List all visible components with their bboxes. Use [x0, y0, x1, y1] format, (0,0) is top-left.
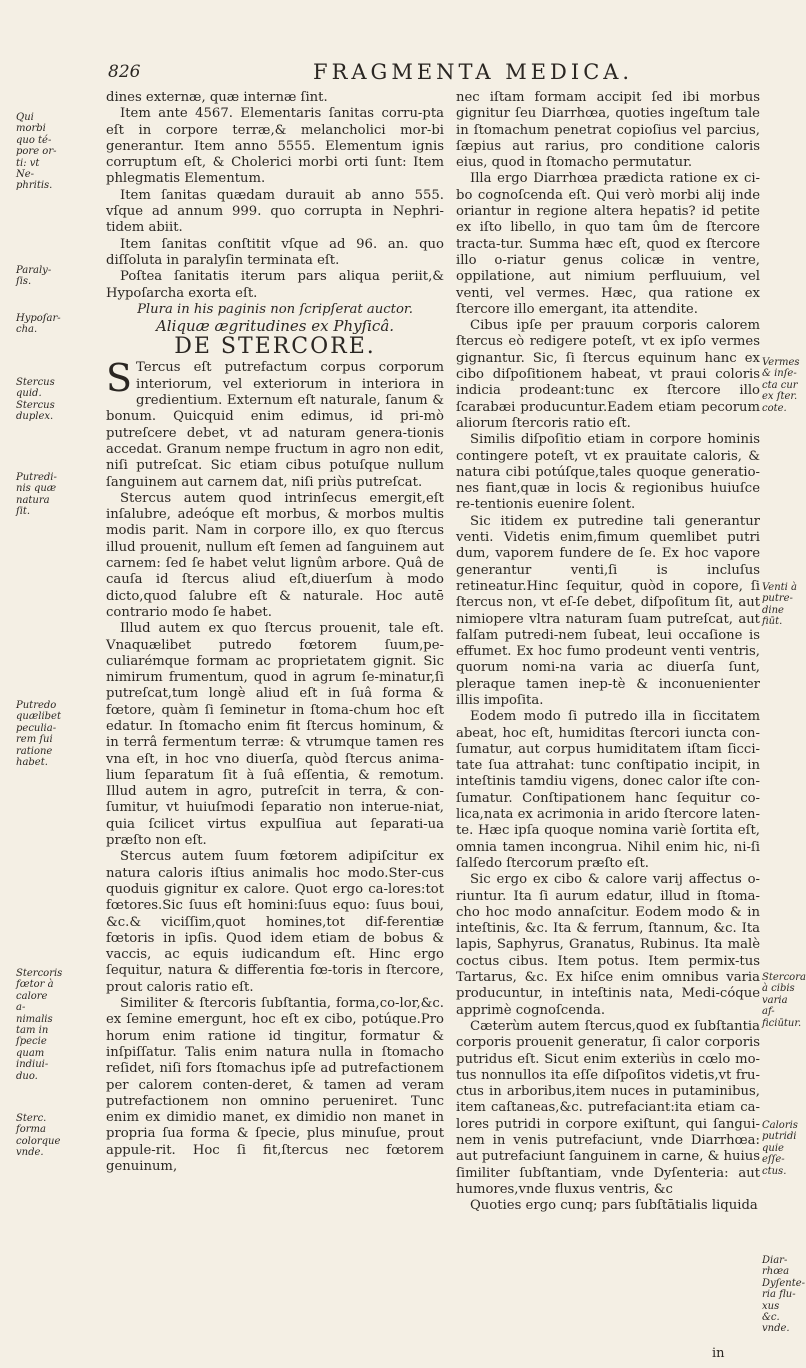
paragraph-text: Stercus autem quod intrinſecus emergit,eſt inſalubre, adeóque eſt morbus, & morbos multis modis parit. Nam in corpore illo, ex quo ſtercus illud prouenit, nullum eſt ſemen ad ſanguinem aut carnem: ſed ſe habet velut lignûm arbore. Quâ de cauſa id ſtercus aliud eſt,diuerſum à modo dicto,quod ſalubre eſt & naturale. Hoc autē contrario modo ſe habet.: [106, 490, 444, 620]
right-paragraph: [456, 171, 760, 318]
left-paragraph: [106, 188, 444, 237]
margin-note: Stercoris fœtor à calore a-nimalis tam in ſpecie quam indiui-duo.: [16, 968, 63, 1082]
margin-note: Diar-rhœa Dyſente-ria flu-xus &c. vnde.: [762, 1255, 806, 1335]
paragraph-text: Cæterùm autem ſtercus,quod ex ſubſtantia corporis prouenit generatur, ſi calor corporis putridus eſt. Sicut enim exteriùs in cœlo mo-tus nonnullos ita eſſe diſpoſitos videtis,vt fru-ctus in arboribus,item nuces in putaminibus, item caſtaneas,&c. putrefaciant:ita etiam ca-lores putridi in corpore exiſtunt, qui ſangui-nem in venis putrefaciunt, vnde Diarrhœa: aut putrefaciunt ſanguinem in carne, & huius ſimiliter ſubſtantiam, vnde Dyſenteria: aut humores,vnde fluxus ventris, &c: [456, 1018, 760, 1197]
paragraph-text: Quoties ergo cunq; pars ſubſtātialis liquida: [470, 1198, 758, 1214]
margin-note: Sterc. forma colorque vnde.: [16, 1113, 61, 1159]
paragraph-text: Eodem modo ſi putredo illa in ſiccitatem abeat, hoc eſt, humiditas ſtercori iuncta con-ſumatur, aut corpus humiditatem iſtam ſicci-tate ſua attrahat: tunc conſtipatio incipit, in inteſtinis tamdiu vigens, donec calor iſte con-ſumatur. Conſtipationem hanc ſequitur co-lica,nata ex acrimonia in arido ſtercore laten-te. Hæc ipſa quoque nomina variè ſortita eſt, omnia tamen incongrua. Nihil enim hic, ni-ſi ſalſedo ſtercorum præſto eſt.: [456, 709, 760, 871]
left-paragraph: [106, 106, 444, 187]
drop-cap: S: [106, 356, 133, 401]
margin-note: Vermes & inſe-cta cur ex ſter. cote.: [762, 357, 800, 414]
paragraph-text: DE STERCORE.: [174, 334, 376, 360]
paragraph-text: Stercus autem ſuum fœtorem adipiſcitur ex natura caloris iſtius animalis hoc modo.Ster-cus quoduis gignitur ex calore. Quot ergo ca-lores:tot fœtores.Sic ſuus eſt homini:ſuus equo: ſuus boui, &c.& viciſſim,quot homines,tot dif-ferentiæ fœtoris in ipſis. Quod idem etiam de bobus & vaccis, ac equis iudicandum eſt. Hinc ergo ſequitur, natura & differentia fœ-toris in ſtercore, prout caloris ratio eſt.: [106, 849, 444, 995]
margin-note: Caloris putridi quie eſſe-ctus.: [762, 1120, 798, 1177]
left-paragraph: [106, 491, 444, 621]
left-paragraph: [106, 302, 444, 318]
margin-note: Qui morbi quo té-pore or-ti: vt Ne-phritis.: [16, 112, 57, 192]
left-paragraph: [106, 621, 444, 849]
paragraph-text: Sic itidem ex putredine tali generantur venti. Videtis enim,fimum quemlibet putri dum, vaporem fundere de ſe. Ex hoc vapore generantur venti,ſi is incluſus retineatur.Hinc ſequitur, quòd in copore, ſi ſtercus non, vt eſ-ſe debet, diſpoſitum ſit, aut nimiopere vltra naturam ſuam putreſcat, aut falſam putredi-nem ſubeat, leui occaſione is effumet. Ex hoc fumo prodeunt venti ventris, quorum nomi-na varia ac diuerſa ſunt, pleraque tamen inep-tè & inconuenienter illis impoſita.: [456, 513, 760, 708]
running-header: [108, 60, 768, 90]
paragraph-text: Similis diſpoſitio etiam in corpore hominis contingere poteſt, vt ex prauitate caloris, & natura cibi potúſque,tales quoque generatio-nes fiant,quæ in locis & regionibus huiuſce re-tentionis euenire ſolent.: [456, 432, 760, 513]
right-paragraph: [456, 318, 760, 432]
paragraph-text: Tercus eſt putrefactum corpus corporum interiorum, vel exteriorum in interiora in gredientium. Externum eſt naturale, ſanum & bonum. Quicquid enim edimus, id pri-mò putreſcere debet, vt ad naturam genera-tionis accedat. Granum nempe fructum in agro non edit, niſi putreſcat. Sic etiam cibus potuſque nullum ſanguinem aut carnem dat, niſi priùs putreſcat.: [106, 360, 444, 490]
margin-note: Hypoſar-cha.: [16, 313, 61, 336]
paragraph-text: Illud autem ex quo ſtercus prouenit, tale eſt. Vnaquælibet putredo fœtorem ſuum,pe-culiarémque formam ac proprietatem gignit. Sic nimirum frumentum, quod in agrum ſe-minatur,ſi putreſcat,tum longè aliud eſt in ſuâ forma & fœtore, quàm ſi ſeminetur in ſtoma-chum hoc eſt edatur. In ſtomacho enim fit ſtercus hominum, & in terrâ fermentum terræ: & vtrumque tamen res vna eſt, in hoc vno diuerſa, quòd ſtercus anima-lium ſeparatum ſit à ſuâ eſſentia, & remotum. Illud autem in agro, putreſcit in terra, & con-ſumitur, vt huiuſmodi ſeparatio non interue-niat, quia ſcilicet virtus expulſiua aut ſeparati-ua præſto non eſt.: [106, 621, 444, 849]
right-paragraph: [456, 1198, 760, 1214]
paragraph-text: Aliquæ ægritudines ex Phyſicâ.: [155, 317, 395, 336]
paragraph-text: Item ſanitas conſtitit vſque ad 96. an. quo diſſoluta in paralyſin terminata eſt.: [106, 236, 444, 268]
right-paragraph: [456, 514, 760, 710]
left-paragraph: [106, 318, 444, 334]
paragraph-text: Poſtea ſanitatis iterum pars aliqua periit,& Hypoſarcha exorta eſt.: [106, 269, 444, 301]
right-paragraph: [456, 90, 760, 171]
left-text-column: [106, 90, 444, 1175]
margin-note: Putredi-nis quæ natura ſit.: [16, 472, 57, 518]
paragraph-text: Similiter & ſtercoris ſubſtantia, forma,co-lor,&c. ex ſemine emergunt, hoc eſt ex cibo, potúque.Pro horum enim ratione id tingitur, formatur & inſpiſſatur. Talis enim natura nulla in ſtomacho reſidet, niſi fors ſtomachus ipſe ad putrefactionem per calorem conten-deret, & tamen ad veram putrefactionem non omnino perueniret. Tunc enim ex dimidio manet, ex dimidio non manet in propria ſua forma & ſpecie, plus minuſue, prout appule-rit. Hoc ſi fit,ſtercus nec fœtorem genuinum,: [106, 996, 444, 1174]
left-paragraph: [106, 237, 444, 270]
paragraph-text: Illa ergo Diarrhœa prædicta ratione ex ci-bo cognoſcenda eſt. Qui verò morbi alij inde oriantur in regione altera hepatis? id petite ex iſto libello, in quo tam ûm de ſtercore tracta-tur. Summa hæc eſt, quod ex ſtercore illo o-riatur genus colicæ in ventre, oppilatione, aut nimium perfluuium, vel venti, vel vermes. Hæc, qua ratione ex ſtercore illo emergant, ita attendite.: [456, 171, 760, 317]
left-paragraph: [106, 996, 444, 1175]
running-title: FRAGMENTA MEDICA.: [313, 60, 634, 84]
margin-note: Paraly-ſis.: [16, 265, 52, 288]
right-paragraph: [456, 1019, 760, 1198]
paragraph-text: nec iſtam formam accipit ſed ibi morbus gignitur ſeu Diarrhœa, quoties ingeſtum tale in ſtomachum penetrat copioſius vel parcius, ſæpius aut rarius, pro conditione caloris eius, quod in ſtomacho permutatur.: [456, 90, 760, 171]
paragraph-text: Item ante 4567. Elementaris ſanitas corru-pta eſt in corpore terræ,& melancholici mor-bi generantur. Item anno 5555. Elementum ignis corruptum eſt, & Cholerici morbi orti ſunt: Item phlegmatis Elementum.: [106, 106, 444, 187]
paragraph-text: dines externæ, quæ internæ ſint.: [106, 90, 328, 105]
left-paragraph: [106, 90, 444, 106]
paragraph-text: Sic ergo ex cibo & calore varij affectus o-riuntur. Ita ſi aurum edatur, illud in ſtoma-cho hoc modo annaſcitur. Eodem modo & in inteſtinis, &c. Ita & ferrum, ſtannum, &c. Ita lapis, Saphyrus, Granatus, Rubinus. Ita malè coctus cibus. Item potus. Item permix-tus Tartarus, &c. Ex hiſce enim omnibus varia producuntur, in inteſtinis nata, Medi-cóque apprimè cognoſcenda.: [456, 872, 760, 1018]
right-paragraph: [456, 872, 760, 1019]
margin-note: Putredo quælibet peculia-rem ſui ratione habet.: [16, 700, 61, 769]
margin-note: Venti à putre-dine fiūt.: [762, 582, 798, 628]
right-paragraph: [456, 709, 760, 872]
paragraph-text: Plura in his paginis non ſcripſerat auctor.: [137, 301, 413, 317]
catchword: in: [712, 1346, 725, 1361]
margin-note: Stercus quid. Stercus duplex.: [16, 377, 55, 423]
right-paragraph: [456, 432, 760, 513]
left-paragraph: [106, 356, 444, 490]
page-number: 826: [108, 62, 141, 82]
paragraph-text: Cibus ipſe per prauum corporis calorem ſtercus eò redigere poteſt, vt ex ipſo vermes gignantur. Sic, ſi ſtercus equinum hanc ex cibo diſpoſitionem habeat, vt praui coloris indicia prodeant:tunc ex ſtercore illo ſcarabæi producuntur.Eadem etiam pecorum aliorum ſtercoris ratio eſt.: [456, 318, 760, 431]
left-paragraph: [106, 849, 444, 996]
right-text-column: [456, 90, 760, 1214]
paragraph-text: Item ſanitas quædam durauit ab anno 555. vſque ad annum 999. quo corrupta in Nephri-tidem abiit.: [106, 187, 444, 236]
left-paragraph: [106, 336, 444, 358]
left-paragraph: [106, 269, 444, 302]
margin-note: Stercora à cibis varia af-ficiūtur.: [762, 972, 806, 1029]
